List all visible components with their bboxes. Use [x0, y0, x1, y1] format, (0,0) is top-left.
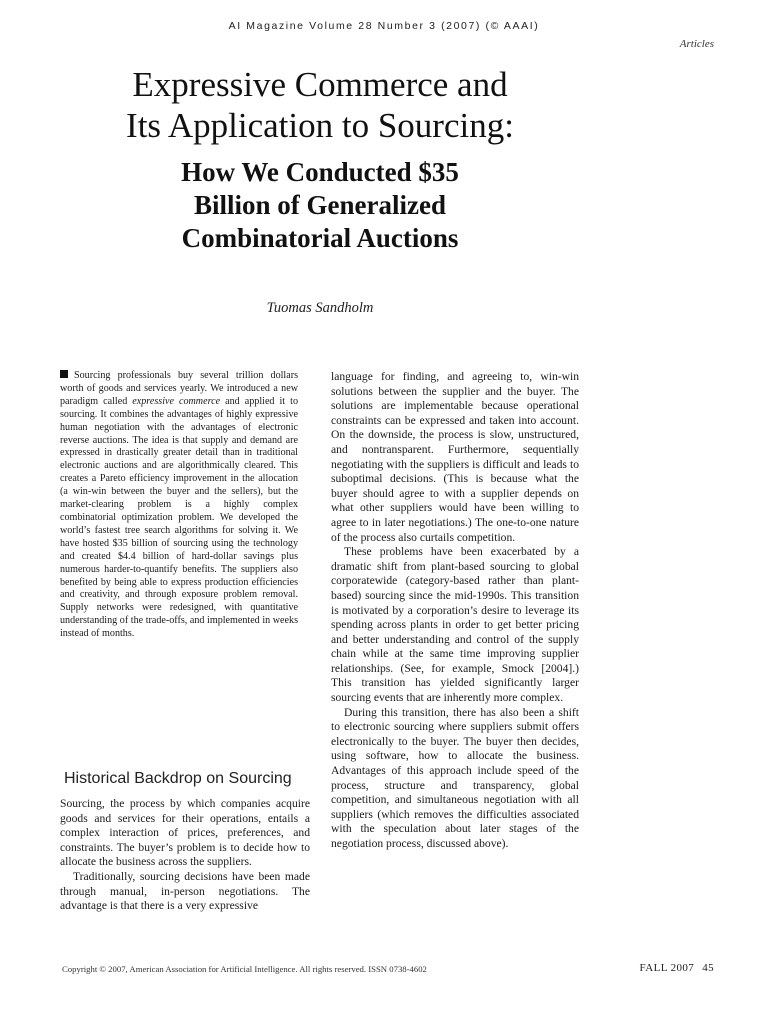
- issue-label: FALL 2007: [639, 962, 695, 974]
- section-tag: Articles: [679, 38, 714, 50]
- right-paragraph-2: These problems have been exacerbated by a dramatic shift from plant-based sourcing to global corporatewide (category-based rather than plant-based) sourcing since the mid-1990s. This transition is motivated by a corporation’s desire to leverage its spending across plants in order to get better pricing and better understanding and control of the supply chain while at the same time improving supplier relationships. (See, for example, Smock [2004].) This transition has yielded significantly larger sourcing events that are inherently more complex.: [331, 545, 579, 705]
- right-column-body: [331, 370, 579, 852]
- page-number: 45: [702, 962, 714, 974]
- subtitle-line-3: Combinatorial Auctions: [181, 223, 459, 253]
- abstract-emphasis: expressive commerce: [132, 395, 221, 407]
- author-name: Tuomas Sandholm: [266, 300, 374, 316]
- abstract-text-part-2: and applied it to sourcing. It combines the advantages of highly expressive human negotiation with the advantages of electronic reverse auctions. The idea is that supply and demand are expressed in drastically greater detail than in traditional electronic auctions and are algorithmically cleared. This creates a Pareto efficiency improvement in the allocation (a win-win between the buyer and the sellers), but the market-clearing problem is a highly complex combinatorial optimization problem. We developed the world’s fastest tree search algorithms for solving it. We have hosted $35 billion of sourcing using the technology and created $4.4 billion of hard-dollar savings plus numerous harder-to-quantify benefits. The suppliers also benefited by being able to express production efficiencies and creativity, and through exposure problem removal. Supply networks were redesigned, with quantitative understanding of the trade-offs, and implemented in weeks instead of months.: [60, 395, 299, 640]
- right-paragraph-1: language for finding, and agreeing to, win-win solutions between the supplier and the buyer. The solutions are implementable because operational constraints can be expressed and taken into account. On the downside, the process is slow, unstructured, and nontransparent. Furthermore, sequentially negotiating with the suppliers is difficult and leads to suboptimal decisions. (This is because what the buyer should agree to with a supplier depends on what other suppliers would have been willing to agree to in later negotiations.) The one-to-one nature of the process also curtails competition.: [331, 370, 579, 544]
- right-paragraph-3: During this transition, there has also been a shift to electronic sourcing where suppliers submit offers electronically to the buyer. The buyer then decides, using software, how to allocate the business. Advantages of this approach include speed of the process, structure and transparency, global competition, and simultaneous negotiation with all suppliers (which removes the difficulties associated with the speculation about later stages of the negotiation process, discussed above).: [331, 705, 579, 850]
- left-paragraph-1: Sourcing, the process by which companies acquire goods and services for their operations, entails a complex interaction of prices, preferences, and constraints. The buyer’s problem is to decide how to allocate the business across the suppliers.: [60, 797, 310, 869]
- left-paragraph-2: Traditionally, sourcing decisions have been made through manual, in-person negotiations. The advantage is that there is a very expressive: [60, 869, 310, 913]
- abstract: [60, 370, 298, 641]
- running-header: AI Magazine Volume 28 Number 3 (2007) (© AAAI): [228, 20, 540, 32]
- section-heading: Historical Backdrop on Sourcing: [64, 770, 292, 787]
- title-line-2: Its Application to Sourcing:: [126, 106, 514, 145]
- article-subtitle: [100, 156, 540, 255]
- page-footer: [640, 962, 714, 974]
- abstract-bullet-icon: [60, 370, 68, 378]
- subtitle-line-1: How We Conducted $35: [181, 157, 459, 187]
- abstract-text-part-1: Sourcing professionals buy several trillion dollars worth of goods and services yearly. We introduced a new paradigm called: [60, 370, 298, 407]
- copyright-notice: Copyright © 2007, American Association for Artificial Intelligence. All rights reserved. ISSN 0738-4602: [62, 964, 427, 974]
- article-title: [40, 64, 600, 146]
- title-line-1: Expressive Commerce and: [132, 65, 508, 104]
- subtitle-line-2: Billion of Generalized: [194, 190, 446, 220]
- left-column-body: [60, 797, 310, 914]
